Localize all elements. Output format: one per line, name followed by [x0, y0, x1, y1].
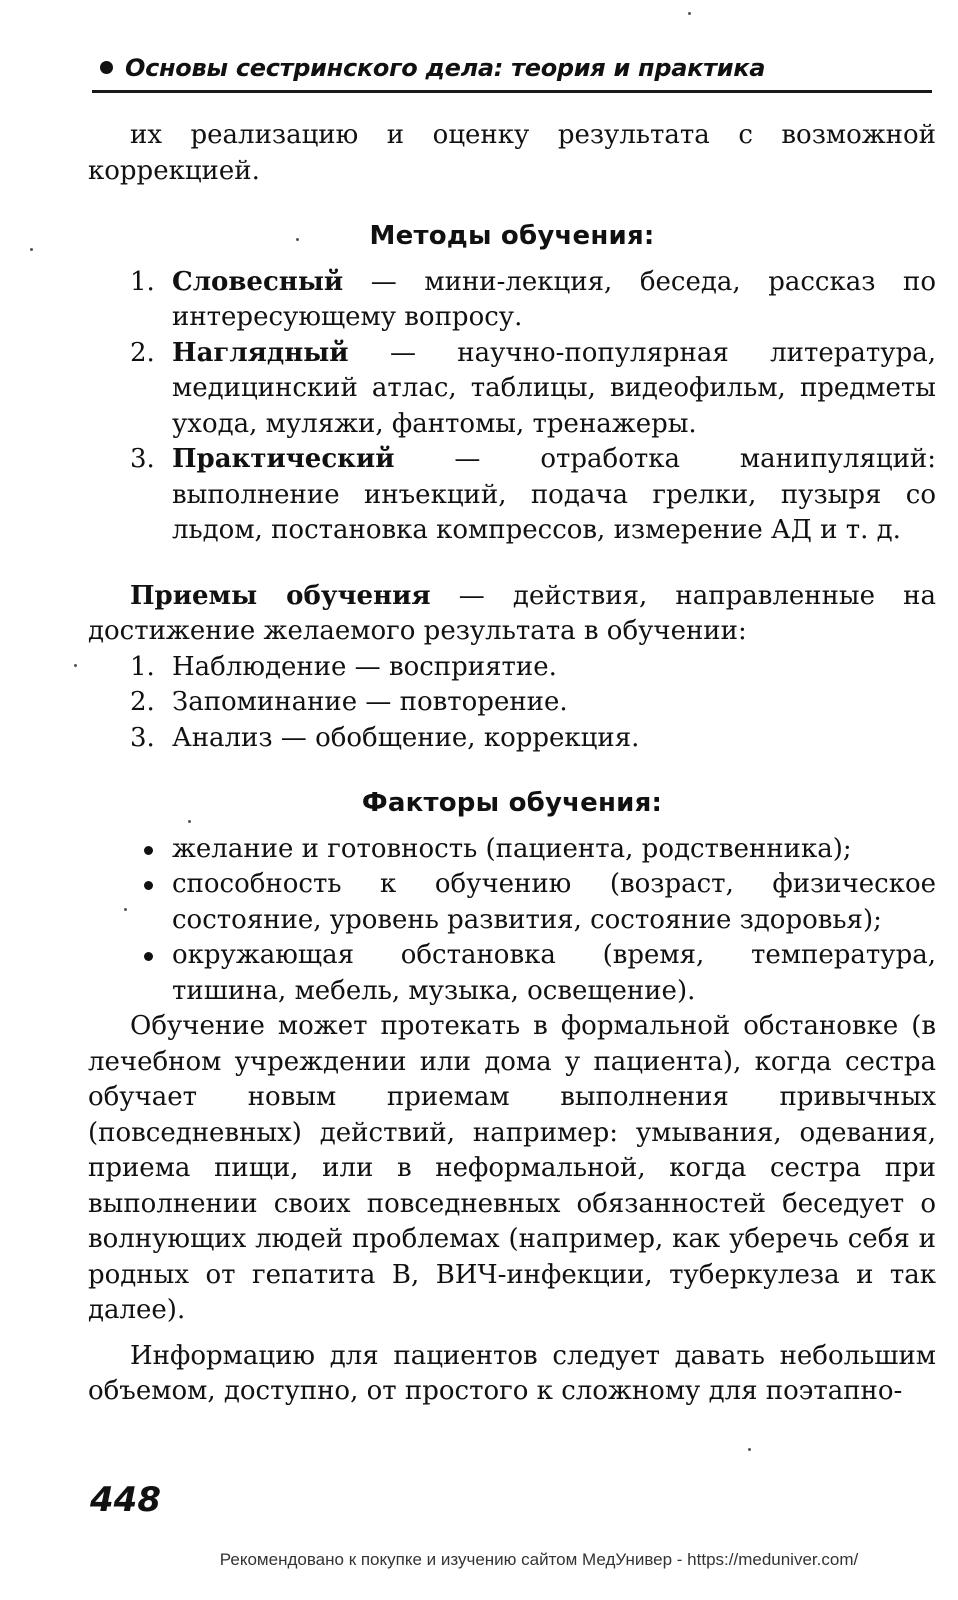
bullet-icon [144, 846, 153, 855]
list-item-number: 3. [130, 444, 155, 474]
factors-heading: Факторы обучения: [361, 788, 663, 818]
header-bullet-icon [100, 61, 113, 74]
method-term: Практический [172, 444, 395, 474]
list-item [88, 832, 936, 868]
techniques-list [88, 650, 936, 757]
list-item [88, 721, 936, 757]
list-item-number: 2. [130, 687, 155, 717]
list-item-text: способность к обучению (возраст, физическое состояние, уровень развития, состояние здоровья); [172, 869, 936, 935]
intro-paragraph: их реализацию и оценку результата с возможной коррекцией. [88, 120, 936, 186]
techniques-description: — действия, направленные на достижение желаемого результата в обучении: [88, 580, 936, 646]
method-description: — отработка манипуляций: выполнение инъекций, подача грелки, пузыря со льдом, постановка компрессов, измерение АД и т. д. [172, 444, 936, 545]
scan-speck [296, 238, 299, 241]
list-item [88, 265, 936, 336]
body-paragraph: Информацию для пациентов следует давать небольшим объемом, доступно, от простого к сложному для поэтапно- [88, 1340, 936, 1406]
list-item-text: Анализ — обобщение, коррекция. [172, 722, 640, 753]
list-item [88, 650, 936, 686]
page-number: 448 [90, 1480, 161, 1520]
list-item [88, 867, 936, 938]
scan-speck [74, 664, 77, 667]
list-item [88, 685, 936, 721]
list-item-text: окружающая обстановка (время, температура, тишина, мебель, музыка, освещение). [172, 940, 936, 1006]
list-item-number: 2. [130, 337, 155, 368]
method-term: Наглядный [172, 337, 349, 368]
methods-heading: Методы обучения: [369, 221, 655, 251]
scan-speck [688, 12, 691, 15]
scan-speck [188, 820, 191, 823]
header-title: Основы сестринского дела: теория и практика [125, 54, 766, 82]
scan-speck [124, 908, 127, 911]
methods-list [88, 265, 936, 549]
body-paragraph: Обучение может протекать в формальной обстановке (в лечебном учреждении или дома у пациента), когда сестра обучает новым приемам выполнения привычных (повседневных) действий, например: умывания, одевания, приема пищи, или в неформальной, когда сестра при выполнении своих повседневных обязанностей беседует о волнующих людей проблемах (например, как уберечь себя и родных от гепатита В, ВИЧ-инфекции, туберкулеза и так далее). [88, 1011, 936, 1325]
factors-list [88, 832, 936, 1010]
list-item-number: 3. [130, 722, 155, 753]
list-item-text: Запоминание — повторение. [172, 687, 568, 717]
techniques-term: Приемы обучения [130, 580, 431, 611]
scan-speck [30, 248, 33, 251]
list-item [88, 442, 936, 549]
list-item-text: желание и готовность (пациента, родственника); [172, 833, 852, 864]
list-item-number: 1. [130, 651, 155, 682]
techniques-paragraph [88, 579, 936, 650]
method-description: — мини-лекция, беседа, рассказ по интересующему вопросу. [172, 266, 936, 332]
method-term: Словесный [172, 266, 344, 297]
bullet-icon [144, 881, 153, 890]
scan-speck [748, 1448, 751, 1451]
list-item [88, 336, 936, 443]
body-text [88, 118, 936, 1410]
method-description: — научно-популярная литература, медицинский атлас, таблицы, видеофильм, предметы ухода, муляжи, фантомы, тренажеры. [172, 337, 936, 439]
list-item-text: Наблюдение — восприятие. [172, 651, 557, 682]
list-item-number: 1. [130, 266, 155, 297]
footer-note: Рекомендовано к покупке и изучению сайтом МедУнивер - https://meduniver.com/ [219, 1550, 859, 1569]
running-header [92, 50, 932, 93]
bullet-icon [144, 952, 153, 961]
list-item [88, 938, 936, 1009]
